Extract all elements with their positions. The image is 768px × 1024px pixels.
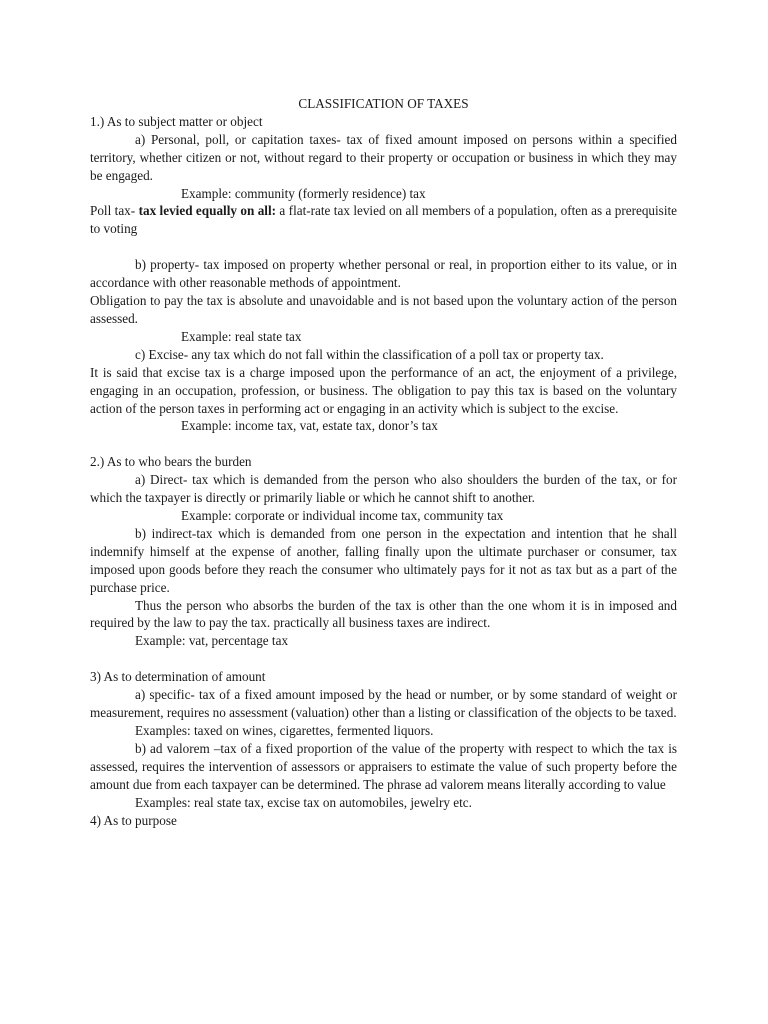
spacer — [90, 650, 677, 668]
poll-tax-bold-phrase: tax levied equally on all: — [138, 203, 277, 219]
section-1-item-b: b) property- tax imposed on property whether personal or real, in proportion either to its value, or in accordance with other reasonable methods of appointment. — [90, 257, 677, 291]
section-1-item-a-example: Example: community (formerly residence) tax — [181, 185, 426, 201]
spacer — [90, 435, 677, 453]
document-title: CLASSIFICATION OF TAXES — [298, 96, 469, 111]
poll-tax-rest: a flat-rate tax levied on all members of a population, often as a prerequisite to voting — [90, 203, 677, 237]
section-2-item-a: a) Direct- tax which is demanded from the person who also shoulders the burden of the tax, or for which the taxpayer is directly or primarily liable or which he cannot shift to another. — [90, 472, 677, 506]
section-3-item-b-example: Examples: real state tax, excise tax on automobiles, jewelry etc. — [135, 794, 472, 810]
section-1-item-b-example: Example: real state tax — [181, 328, 302, 344]
poll-tax-definition — [90, 202, 677, 238]
section-3-item-a: a) specific- tax of a fixed amount imposed by the head or number, or by some standard of weight or measurement, requires no assessment (valuation) other than a listing or classification of the objects to be taxed. — [90, 687, 677, 721]
poll-tax-prefix: Poll tax- — [90, 203, 139, 219]
spacer — [90, 238, 677, 256]
section-2-item-b: b) indirect-tax which is demanded from one person in the expectation and intention that he shall indemnify himself at the expense of another, falling finally upon the ultimate purchaser or consumer, tax imposed upon goods before they reach the consumer who ultimately pays for it not as tax but as a part of the purchase price. — [90, 525, 677, 595]
section-1-item-c-example: Example: income tax, vat, estate tax, donor’s tax — [181, 418, 438, 434]
document-page — [90, 95, 677, 829]
section-1-item-c: c) Excise- any tax which do not fall within the classification of a poll tax or property tax. — [135, 346, 604, 362]
section-3-item-a-example: Examples: taxed on wines, cigarettes, fermented liquors. — [135, 723, 434, 738]
section-2-item-b-note: Thus the person who absorbs the burden of the tax is other than the one whom it is in imposed and required by the law to pay the tax. practically all business taxes are indirect. — [90, 597, 677, 631]
section-1-item-a: a) Personal, poll, or capitation taxes- tax of fixed amount imposed on persons within a specified territory, whether citizen or not, without regard to their property or occupation or business in which they may be engaged. — [90, 131, 677, 183]
section-2-heading: 2.) As to who bears the burden — [90, 454, 252, 470]
section-2-item-a-example: Example: corporate or individual income tax, community tax — [181, 508, 504, 524]
section-1-item-c-note: It is said that excise tax is a charge imposed upon the performance of an act, the enjoyment of a privilege, engaging in an occupation, profession, or business. The obligation to pay this tax is based on the voluntary action of the person taxes in performing act or engaging in an activity which is subject to the excise. — [90, 364, 677, 416]
section-3-heading: 3) As to determination of amount — [90, 669, 266, 685]
section-2-item-b-example: Example: vat, percentage tax — [135, 633, 289, 649]
section-3-item-b: b) ad valorem –tax of a fixed proportion of the value of the property with respect to which the tax is assessed, requires the intervention of assessors or appraisers to estimate the value of such property before the amount due from each taxpayer can be determined. The phrase ad valorem means literally according to value — [90, 740, 677, 792]
section-1-heading: 1.) As to subject matter or object — [90, 113, 263, 129]
section-1-item-b-note: Obligation to pay the tax is absolute and unavoidable and is not based upon the voluntary action of the person assessed. — [90, 293, 677, 326]
section-4-heading: 4) As to purpose — [90, 812, 177, 828]
